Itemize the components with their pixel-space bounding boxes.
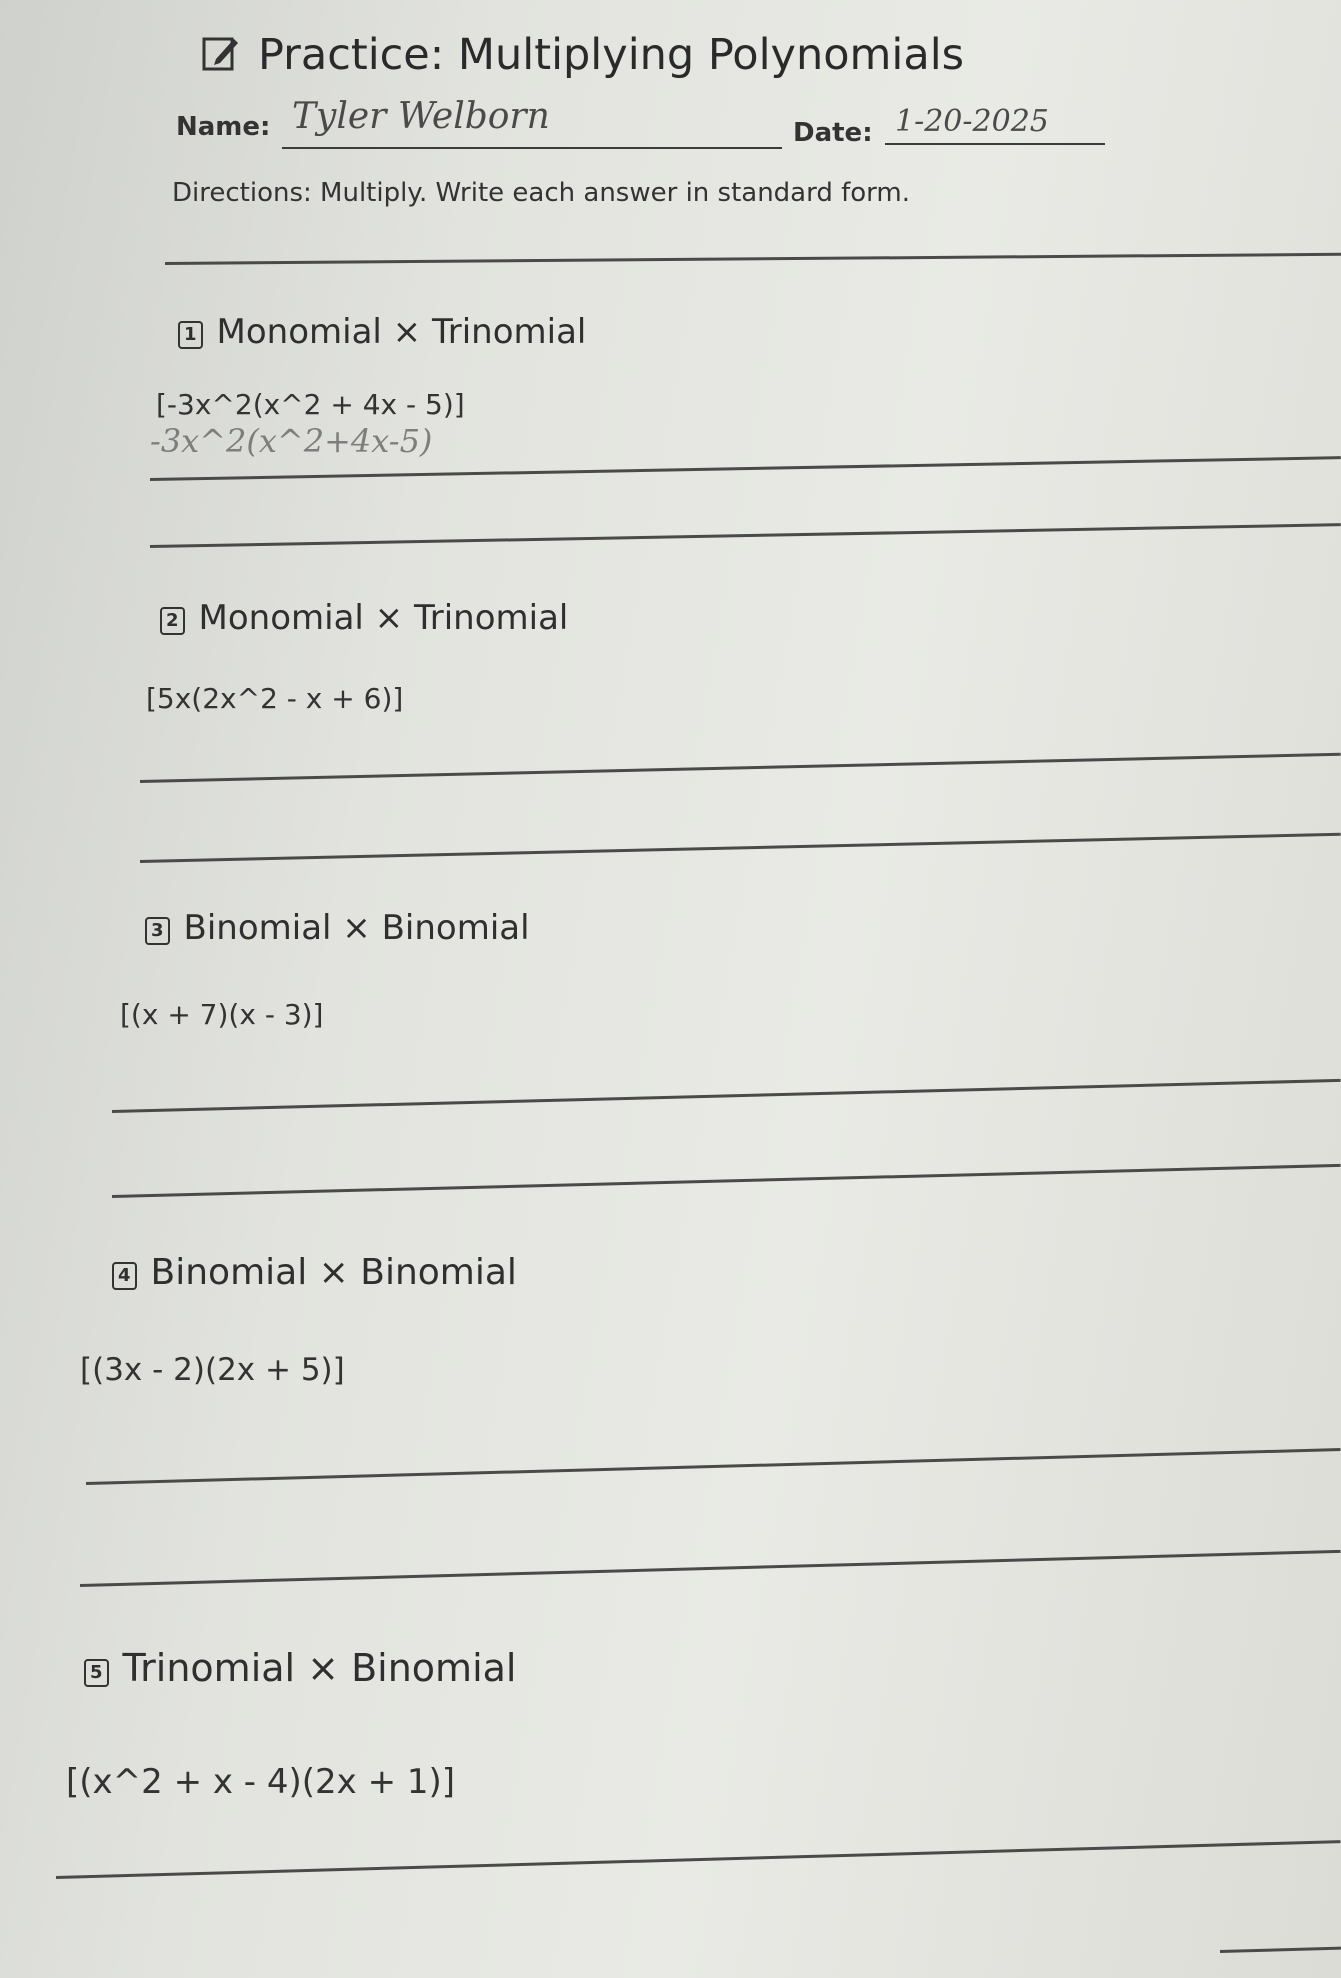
problem-4-heading (112, 1252, 517, 1293)
problem-2-heading (160, 598, 568, 638)
problem-3-expression: [(x + 7)(x - 3)] (120, 998, 324, 1031)
problem-3-answer-line-2 (112, 1164, 1341, 1198)
name-label: Name: (176, 112, 271, 142)
problem-1-number: 1 (178, 321, 203, 349)
date-line (885, 143, 1105, 145)
problem-4-answer-line-1 (86, 1448, 1341, 1485)
name-line (282, 147, 782, 149)
problem-4-answer-line-2 (80, 1550, 1341, 1587)
problem-4-expression: [(3x - 2)(2x + 5)] (80, 1352, 345, 1388)
problem-1-expression: [-3x^2(x^2 + 4x - 5)] (156, 388, 465, 421)
name-value: Tyler Welborn (292, 96, 550, 137)
directions: Directions: Multiply. Write each answer in standard form. (172, 178, 911, 208)
problem-2-expression: [5x(2x^2 - x + 6)] (146, 682, 404, 715)
problem-5-number: 5 (84, 1659, 109, 1687)
problem-1-type: Monomial × Trinomial (216, 312, 587, 352)
problem-3-heading (145, 908, 530, 948)
problem-4-number: 4 (112, 1262, 137, 1290)
problem-2-answer-line-2 (140, 833, 1341, 863)
problem-3-number: 3 (145, 917, 170, 945)
problem-3-answer-line-1 (112, 1079, 1341, 1113)
problem-5-expression: [(x^2 + x - 4)(2x + 1)] (66, 1762, 456, 1802)
problem-1-heading (178, 312, 586, 352)
date-label: Date: (793, 118, 873, 148)
problem-5-answer-line-1 (56, 1840, 1341, 1879)
pencil-icon (200, 33, 240, 73)
problem-5-answer-line-2 (1220, 1947, 1341, 1953)
header-divider (165, 253, 1341, 265)
problem-2-type: Monomial × Trinomial (198, 598, 569, 638)
problem-2-number: 2 (160, 607, 185, 635)
problem-5-type: Trinomial × Binomial (122, 1646, 517, 1690)
problem-1-student-work: -3x^2(x^2+4x-5) (150, 422, 433, 460)
worksheet-title (200, 30, 964, 80)
problem-2-answer-line-1 (140, 753, 1341, 783)
problem-3-type: Binomial × Binomial (183, 908, 530, 948)
date-value: 1-20-2025 (895, 104, 1049, 139)
problem-5-heading (84, 1646, 516, 1690)
problem-4-type: Binomial × Binomial (150, 1252, 517, 1293)
title-text: Practice: Multiplying Polynomials (258, 30, 965, 80)
problem-1-answer-line-2 (150, 523, 1341, 548)
